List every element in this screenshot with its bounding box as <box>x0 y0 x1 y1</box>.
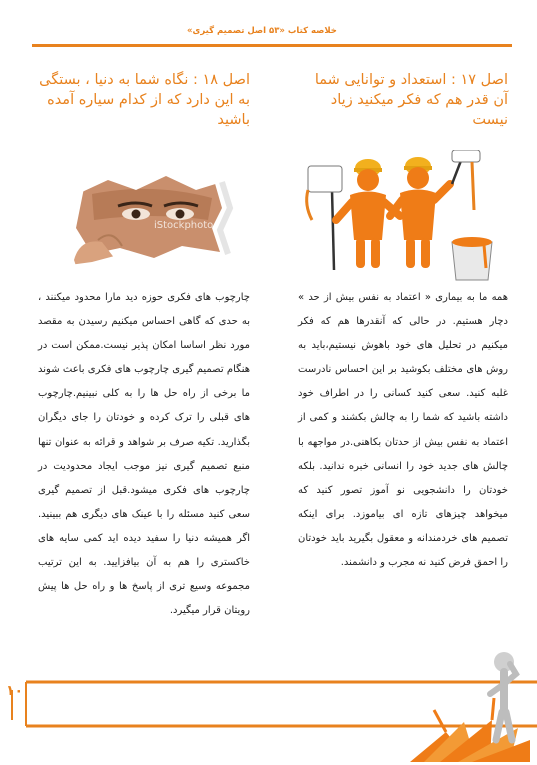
heading-principle-17-text: اصل ۱۷ : استعداد و توانایی شما آن قدر هم که فکر میکنید زیاد نیست <box>314 72 508 128</box>
body-principle-18 <box>38 286 250 623</box>
heading-principle-18-text: اصل ۱۸ : نگاه شما به دنیا ، بستگی به این دارد که از کدام سیاره آمده باشید <box>39 72 250 128</box>
body-principle-18-text: چارچوب های فکری حوزه دید مارا محدود میکنند ، به حدی که گاهی احساس میکنیم رسیدن به مقصد مورد نظر اساسا امکان پذیر نیست.ممکن است در هنگام تصمیم گیری چارچوب های فکری باعث شوند ما برخی از راه حل ها را به کلی نبینیم.چارچوب های قبلی را ترک کرده و خودتان را جای دیگران بگذارید. تکیه صرف بر شواهد و قرائه به عنوان تنها منبع تصمیم گیری نیز موجب ایجاد محدودیت در چارچوب های فکری میشود.قبل از تصمیم گیری سعی کنید مسئله را با عینک های دیگری هم ببینید. اگر همیشه دنیا را سفید دیده اید کمی سایه های خاکستری را هم به آن بیافزایید. به این ترتیب مجموعه وسیع تری از پاسخ ها و راه حل ها پیش رویتان قرار میگیرد. <box>38 292 250 617</box>
heading-principle-17 <box>298 70 508 130</box>
heading-principle-18 <box>38 70 250 130</box>
page-number: ۱۰ <box>6 683 24 699</box>
body-principle-17 <box>298 286 508 575</box>
watermark-text: iStockphoto <box>154 220 214 231</box>
paint-roller-right-icon <box>452 150 480 210</box>
eyes-through-paper-photo <box>62 168 242 278</box>
header-rule <box>32 44 512 47</box>
painters-illustration <box>296 150 512 285</box>
paint-bucket-icon <box>452 237 492 280</box>
thinking-figure-icon <box>490 652 516 740</box>
body-principle-17-text: همه ما به بیماری « اعتماد به نفس بیش از حد » دچار هستیم. در حالی که آنقدرها هم که فکر میکنیم در تحلیل های خود باهوش نیستیم،باید به روش های مختلف بکوشید بر این احساس نادرست غلبه کنید. سعی کنید کسانی را در اطراف خود داشته باشید که شما را به چالش بکشند و کمی از اعتماد به نفس بیش از حدتان بکاهنی.در مواجهه با چالش های جدید خود را انسانی خبره ندانید. بلکه خودتان را دانشجویی نو آموز تصور کنید که میخواهد چیزهای تازه ای بیاموزد. برای اینکه تصمیم های خردمندانه و معقول بگیرید باید خودتان را احمق فرض کنید نه مجرب و دانشمند. <box>298 292 508 569</box>
header-title: خلاصه کتاب «۵۳ اصل تصمیم گیری» <box>187 26 337 36</box>
thinking-figure-on-arrows <box>410 640 530 765</box>
